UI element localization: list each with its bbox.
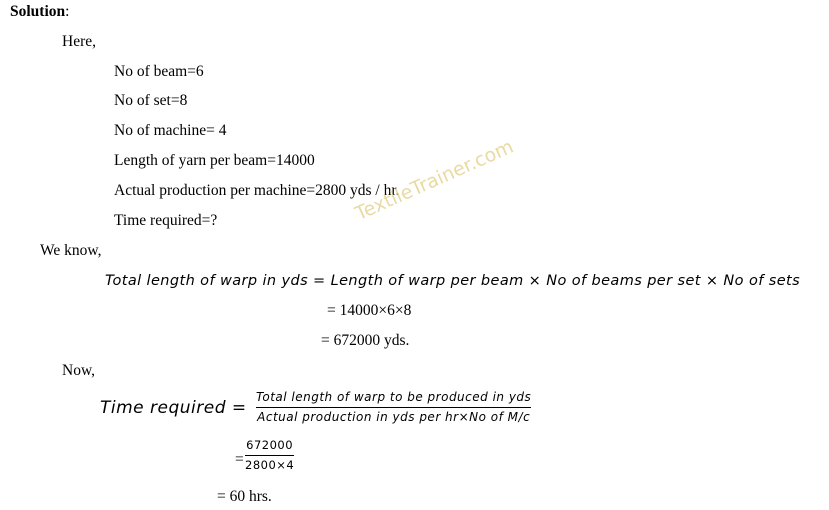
calc-time-equals: = (235, 451, 244, 468)
time-required-numerator: Total length of warp to be produced in yds (256, 390, 532, 404)
time-required-fraction (256, 390, 531, 425)
calc-time-denominator: 2800×4 (245, 458, 295, 472)
we-know-label: We know, (40, 242, 102, 259)
given-machines: No of machine= 4 (114, 122, 227, 139)
given-time-required: Time required=? (114, 212, 218, 229)
given-sets: No of set=8 (114, 92, 188, 109)
given-production: Actual production per machine=2800 yds / hr. (114, 182, 400, 199)
formula-total-length: Total length of warp in yds = Length of warp per beam × No of beams per set × No of sets (105, 273, 801, 289)
calc-total-length-result: = 672000 yds. (321, 332, 410, 349)
calc-time-fraction (245, 438, 294, 473)
here-label: Here, (62, 33, 96, 50)
calc-total-length-step: = 14000×6×8 (327, 302, 412, 319)
final-result: = 60 hrs. (217, 488, 272, 505)
solution-colon: : (65, 3, 70, 20)
given-beams: No of beam=6 (114, 63, 204, 80)
now-label: Now, (62, 362, 96, 379)
calc-time-numerator: 672000 (246, 438, 294, 452)
fraction-bar (256, 407, 531, 408)
given-length-per-beam: Length of yarn per beam=14000 (114, 152, 315, 169)
watermark-logo: TextileTrainer.com (352, 135, 517, 226)
solution-label: Solution (10, 3, 66, 20)
time-required-lhs: Time required = (100, 398, 247, 418)
solution-heading (10, 3, 69, 21)
calc-fraction-bar (245, 455, 294, 456)
time-required-denominator: Actual production in yds per hr×No of M/c (257, 410, 531, 424)
